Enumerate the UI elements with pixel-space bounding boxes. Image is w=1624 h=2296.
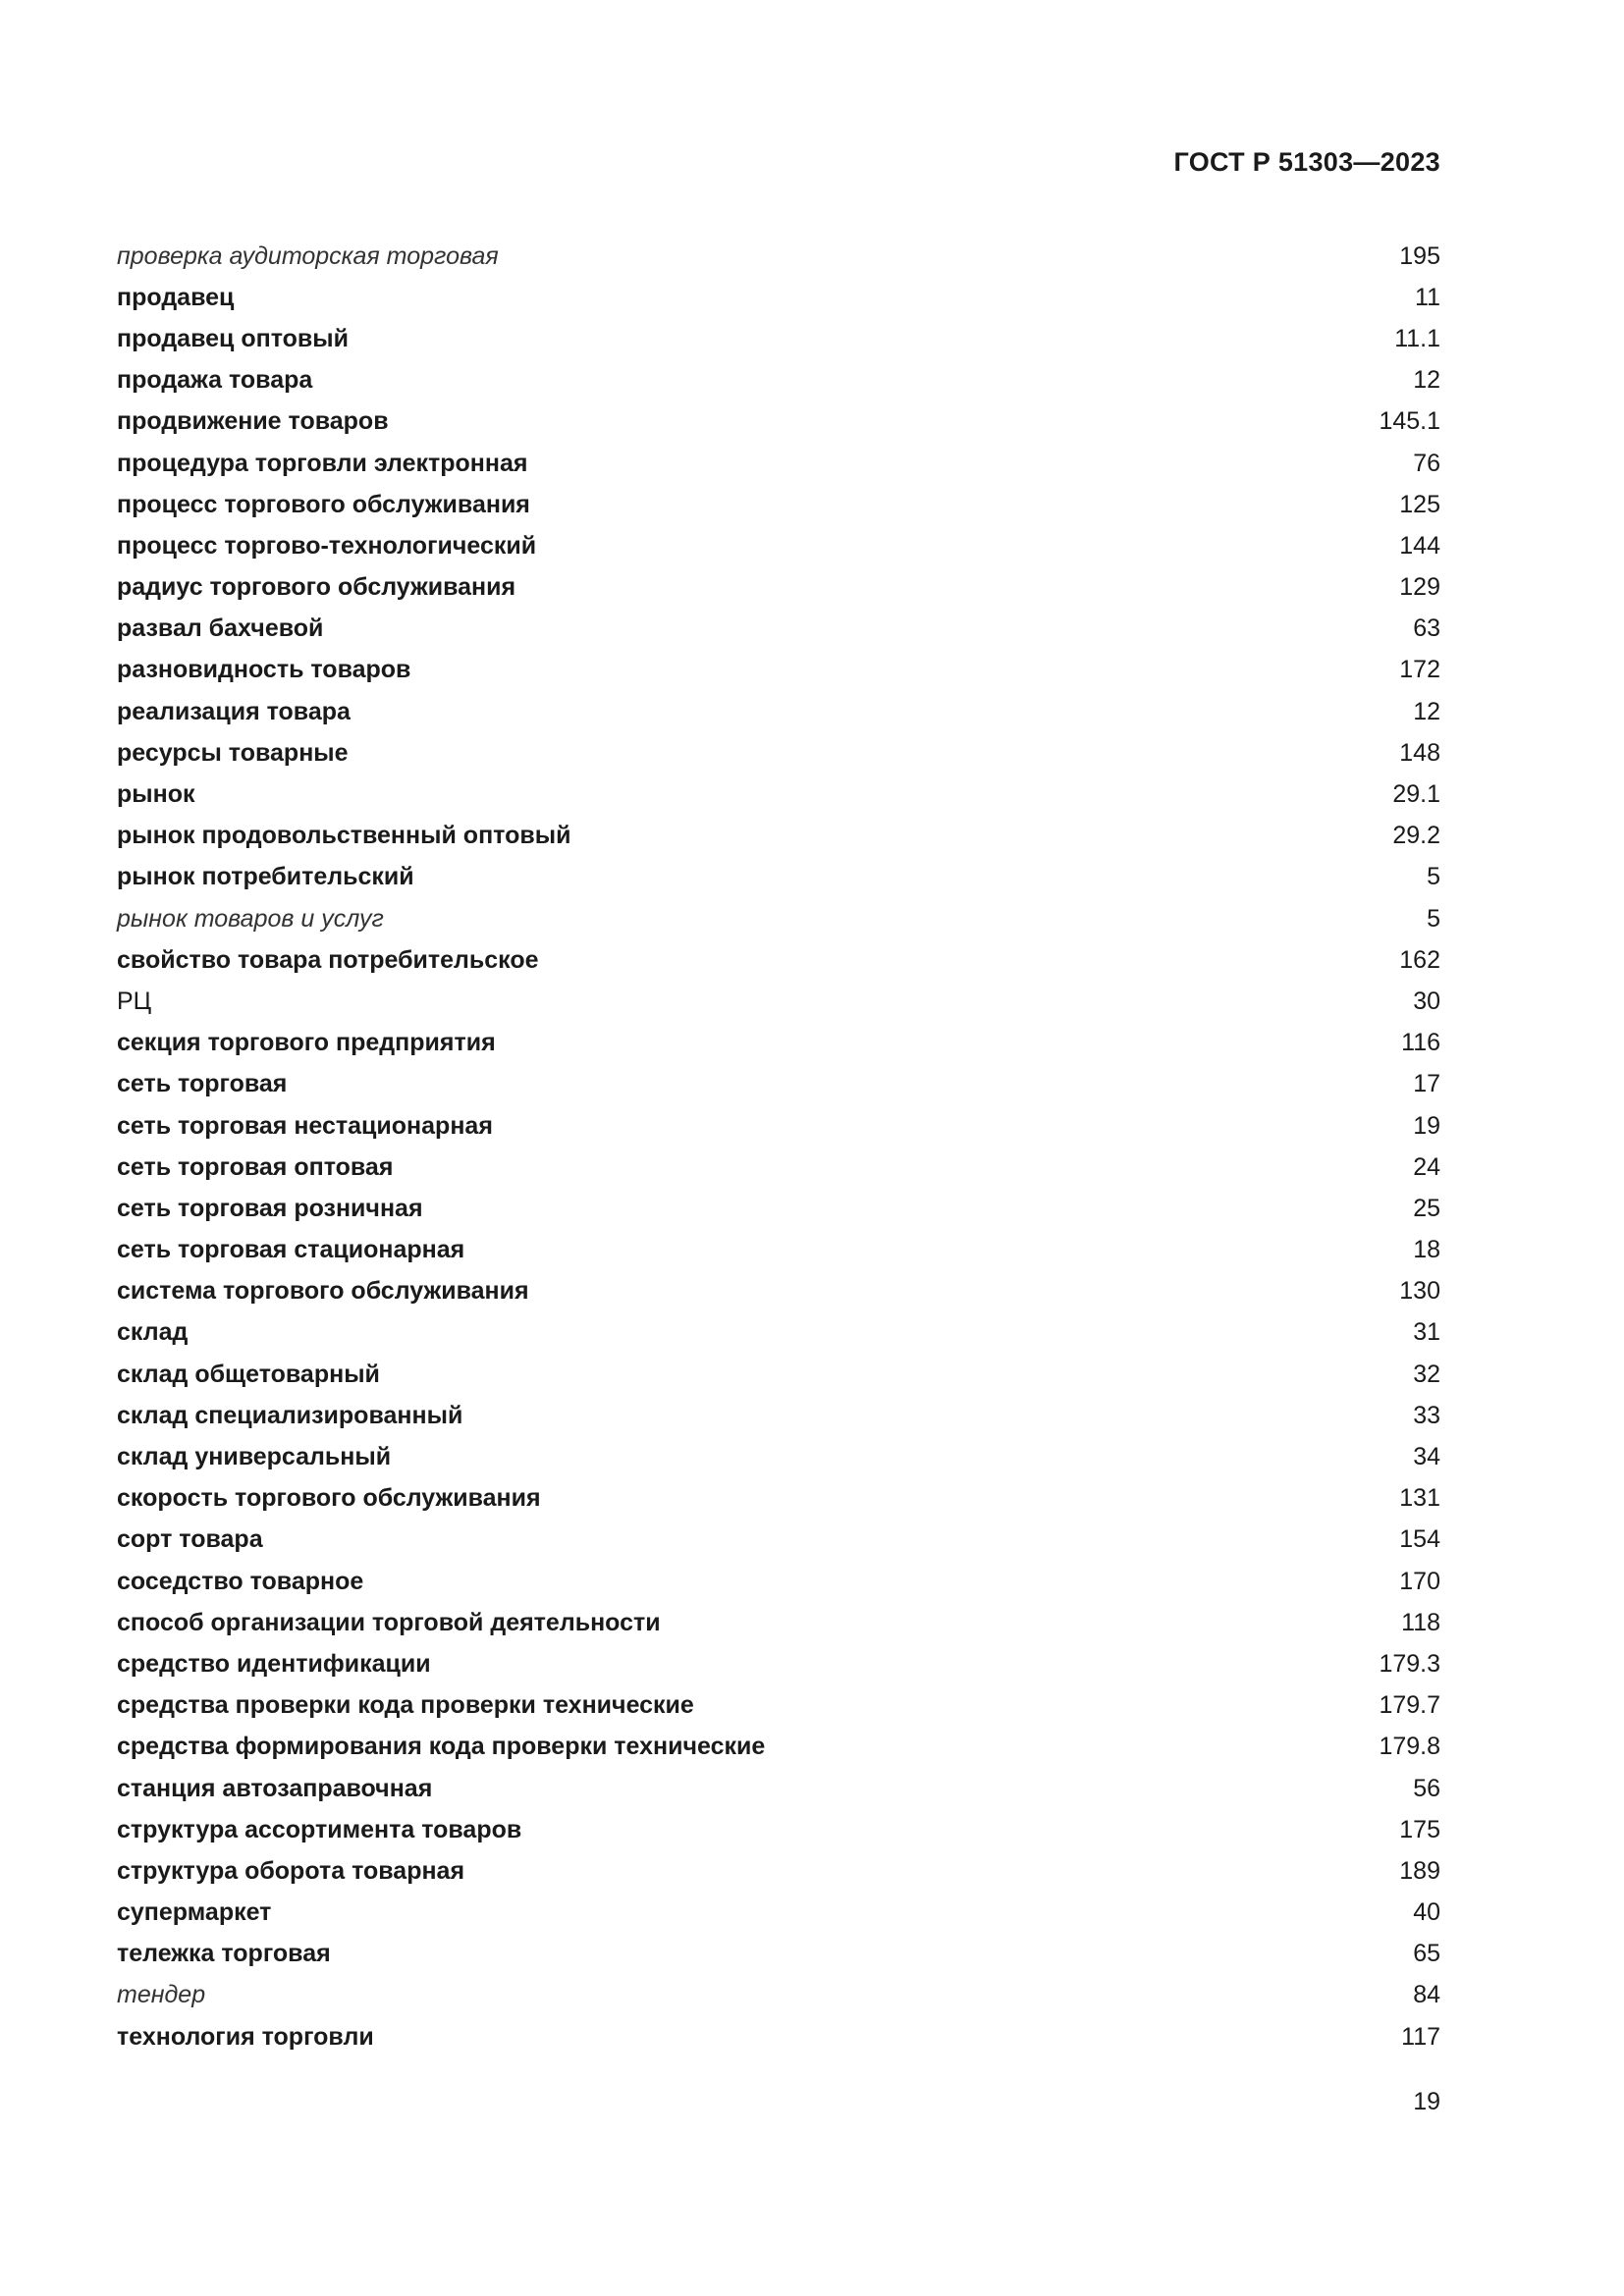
index-term: процедура торговли электронная (117, 449, 528, 477)
index-number: 65 (1413, 1940, 1440, 1968)
index-entry (117, 443, 1440, 484)
index-number: 29.2 (1392, 822, 1440, 850)
index-term: продавец (117, 283, 235, 311)
index-term: продажа товара (117, 366, 313, 395)
index-entry (117, 1230, 1440, 1271)
index-term: рынок потребительский (117, 863, 414, 891)
index-entry (117, 1312, 1440, 1354)
index-number: 84 (1413, 1981, 1440, 2009)
index-term: секция торгового предприятия (117, 1029, 496, 1057)
index-term: проверка аудиторская торговая (117, 241, 499, 270)
index-term: способ организации торговой деятельности (117, 1608, 661, 1636)
index-entry (117, 525, 1440, 566)
index-entry (117, 1727, 1440, 1768)
index-number: 29.1 (1392, 780, 1440, 809)
index-number: 179.7 (1379, 1691, 1440, 1720)
index-entry (117, 1064, 1440, 1105)
index-entry (117, 277, 1440, 318)
index-term: процесс торгово-технологический (117, 531, 537, 560)
index-number: 5 (1427, 904, 1440, 933)
index-number: 145.1 (1379, 407, 1440, 436)
index-entry (117, 1395, 1440, 1436)
index-number: 30 (1413, 987, 1440, 1015)
index-entry (117, 609, 1440, 650)
index-number: 25 (1413, 1194, 1440, 1222)
index-entry (117, 236, 1440, 277)
index-entry (117, 1188, 1440, 1229)
index-number: 12 (1413, 697, 1440, 725)
index-number: 170 (1399, 1567, 1440, 1595)
index-number: 189 (1399, 1856, 1440, 1885)
index-number: 24 (1413, 1152, 1440, 1181)
index-entry (117, 774, 1440, 815)
index-number: 116 (1401, 1029, 1440, 1057)
index-term: технология торговли (117, 2022, 374, 2051)
index-term: рынок продовольственный оптовый (117, 822, 571, 850)
index-term: склад общетоварный (117, 1360, 380, 1388)
index-entry (117, 1105, 1440, 1147)
index-term: рынок (117, 780, 195, 809)
index-number: 76 (1413, 449, 1440, 477)
index-term: сеть торговая стационарная (117, 1236, 465, 1264)
index-number: 175 (1399, 1815, 1440, 1843)
index-entry (117, 1975, 1440, 2016)
index-entry (117, 857, 1440, 898)
index-term: склад (117, 1318, 189, 1347)
index-number: 17 (1413, 1070, 1440, 1098)
index-entry (117, 816, 1440, 857)
index-term: сеть торговая оптовая (117, 1152, 394, 1181)
index-number: 130 (1399, 1277, 1440, 1306)
index-number: 63 (1413, 614, 1440, 643)
index-term: сеть торговая нестационарная (117, 1111, 493, 1140)
index-entry (117, 939, 1440, 981)
index-term: супермаркет (117, 1898, 272, 1927)
index-entry (117, 2016, 1440, 2057)
index-number: 19 (1413, 1111, 1440, 1140)
index-term: структура оборота товарная (117, 1856, 465, 1885)
index-entry (117, 1809, 1440, 1850)
index-number: 148 (1399, 738, 1440, 767)
index-entry (117, 360, 1440, 401)
index-term: разновидность товаров (117, 656, 411, 684)
index-term: ресурсы товарные (117, 738, 349, 767)
index-number: 172 (1399, 656, 1440, 684)
index-number: 5 (1427, 863, 1440, 891)
index-entry (117, 1478, 1440, 1520)
index-term: тендер (117, 1981, 206, 2009)
index-entry (117, 401, 1440, 443)
index-entry (117, 1685, 1440, 1727)
index-entry (117, 650, 1440, 691)
index-number: 33 (1413, 1401, 1440, 1429)
index-number: 154 (1399, 1525, 1440, 1554)
index-term: РЦ (117, 987, 152, 1015)
index-number: 117 (1401, 2022, 1440, 2051)
index-entry (117, 318, 1440, 359)
index-number: 18 (1413, 1236, 1440, 1264)
index-term: рынок товаров и услуг (117, 904, 384, 933)
index-number: 129 (1399, 573, 1440, 602)
index-number: 11.1 (1394, 324, 1440, 352)
index-entry (117, 1934, 1440, 1975)
index-term: сеть торговая (117, 1070, 288, 1098)
index-entry (117, 898, 1440, 939)
index-number: 34 (1413, 1443, 1440, 1471)
index-number: 31 (1413, 1318, 1440, 1347)
index-term: сорт товара (117, 1525, 263, 1554)
index-term: соседство товарное (117, 1567, 364, 1595)
index-term: структура ассортимента товаров (117, 1815, 522, 1843)
index-entry (117, 1561, 1440, 1602)
index-entry (117, 1354, 1440, 1395)
index-term: продвижение товаров (117, 407, 389, 436)
index-term: склад универсальный (117, 1443, 392, 1471)
index-entry (117, 1768, 1440, 1809)
index-entry (117, 484, 1440, 525)
index-term: реализация товара (117, 697, 351, 725)
index-term: сеть торговая розничная (117, 1194, 423, 1222)
index-term: система торгового обслуживания (117, 1277, 529, 1306)
index-term: процесс торгового обслуживания (117, 490, 530, 518)
index-term: средства проверки кода проверки технические (117, 1691, 694, 1720)
index-entry (117, 1271, 1440, 1312)
index-term: тележка торговая (117, 1940, 331, 1968)
index-term: склад специализированный (117, 1401, 463, 1429)
index-term: средство идентификации (117, 1649, 431, 1678)
index-number: 179.3 (1379, 1649, 1440, 1678)
index-term: радиус торгового обслуживания (117, 573, 516, 602)
index-term: средства формирования кода проверки технические (117, 1733, 766, 1761)
index-entry (117, 1850, 1440, 1892)
index-entry (117, 1436, 1440, 1477)
index-number: 11 (1415, 283, 1440, 311)
index-entry (117, 1602, 1440, 1643)
index-number: 144 (1399, 531, 1440, 560)
index-term: скорость торгового обслуживания (117, 1484, 541, 1513)
index-entry (117, 981, 1440, 1022)
index-number: 40 (1413, 1898, 1440, 1927)
index-number: 131 (1399, 1484, 1440, 1513)
index-number: 125 (1399, 490, 1440, 518)
index-entry (117, 1893, 1440, 1934)
index-entry (117, 1147, 1440, 1188)
index-term: продавец оптовый (117, 324, 349, 352)
index-entry (117, 567, 1440, 609)
index-number: 179.8 (1379, 1733, 1440, 1761)
index-term: развал бахчевой (117, 614, 324, 643)
index-number: 162 (1399, 945, 1440, 974)
index-number: 118 (1401, 1608, 1440, 1636)
index-term: станция автозаправочная (117, 1774, 433, 1802)
index-entry (117, 1023, 1440, 1064)
page-number: 19 (1413, 2088, 1440, 2115)
index-number: 32 (1413, 1360, 1440, 1388)
index-term: свойство товара потребительское (117, 945, 539, 974)
index-entry (117, 732, 1440, 774)
index-number: 12 (1413, 366, 1440, 395)
index-entry (117, 691, 1440, 732)
alphabetical-index (117, 236, 1440, 2057)
index-entry (117, 1643, 1440, 1684)
index-number: 56 (1413, 1774, 1440, 1802)
document-header: ГОСТ Р 51303—2023 (1173, 147, 1440, 177)
index-entry (117, 1520, 1440, 1561)
index-number: 195 (1399, 241, 1440, 270)
